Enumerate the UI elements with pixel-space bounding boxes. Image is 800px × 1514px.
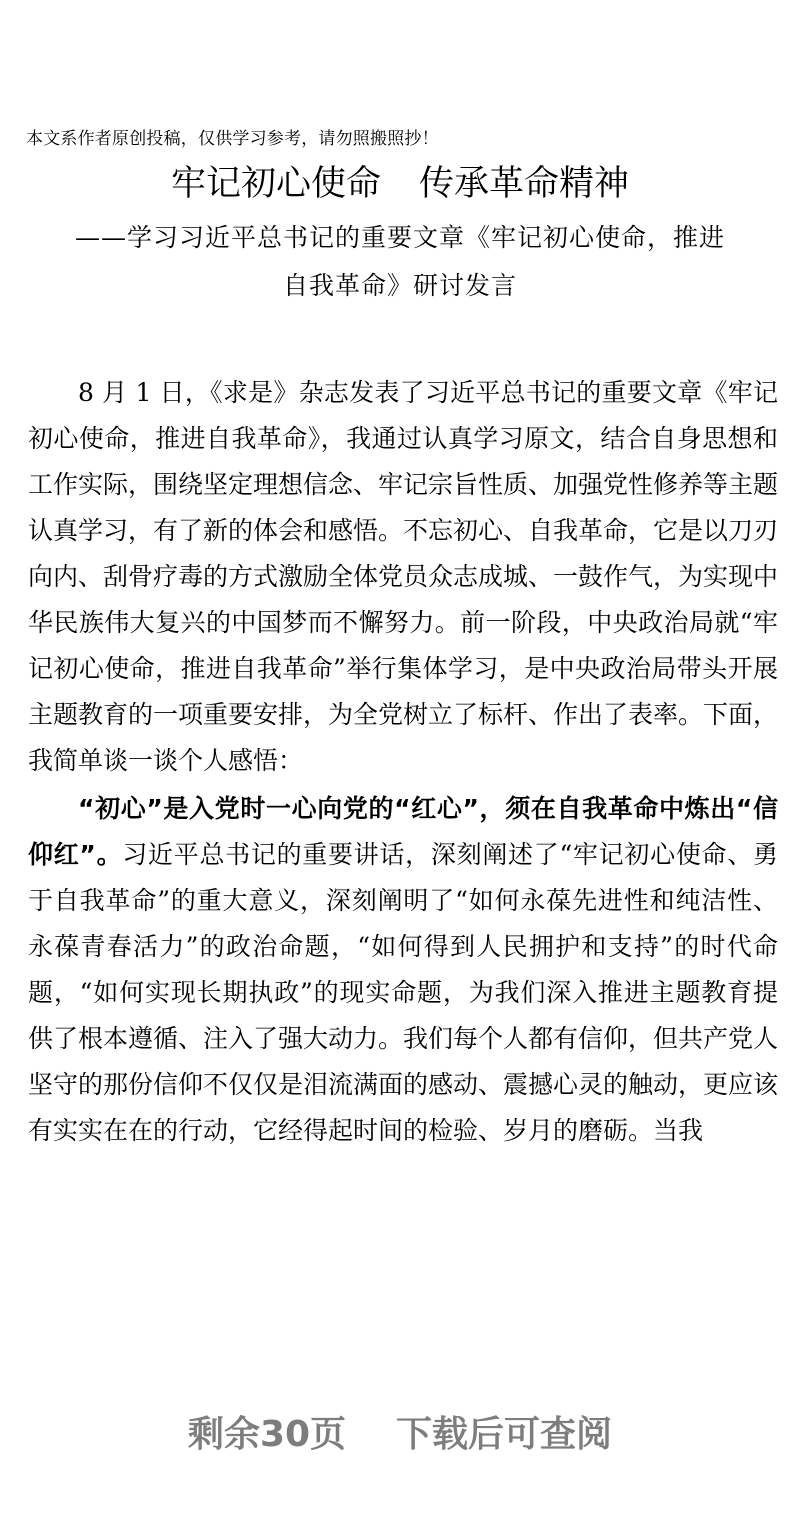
title-part-1: 牢记初心使命 (170, 164, 381, 204)
paragraph-2-heading: “初心”是入党时一心向党的“红心”，须在自我革命中炼出“信仰红”。 (28, 794, 778, 869)
page-title (0, 160, 800, 208)
subtitle-line-1: ——学习习近平总书记的重要文章《牢记初心使命，推进 (74, 223, 725, 252)
author-notice: 本文系作者原创投稿，仅供学习参考，请勿照搬照抄！ (26, 129, 439, 149)
remaining-pages-label: 剩余30页 (187, 1414, 347, 1455)
paragraph-1 (28, 370, 778, 784)
paragraph-2-text: 习近平总书记的重要讲话，深刻阐述了“牢记初心使命、勇于自我革命”的重大意义，深刻阐明了“如何永葆先进性和纯洁性、永葆青春活力”的政治命题，“如何得到人民拥护和支持”的时代命题，“如何实现长期执政”的现实命题，为我们深入推进主题教育提供了根本遵循、注入了强大动力。我们每个人都有信仰，但共产党人坚守的那份信仰不仅仅是泪流满面的感动、震撼心灵的触动，更应该有实实在在的行动，它经得起时间的检验、岁月的磨砺。当我 (28, 840, 779, 1145)
subtitle-line-2: 自我革命》研讨发言 (282, 271, 517, 300)
article-body (28, 370, 778, 1154)
paragraph-1-text: 8 月 1 日，《求是》杂志发表了习近平总书记的重要文章《牢记初心使命，推进自我革命》，我通过认真学习原文，结合自身思想和工作实际，围绕坚定理想信念、牢记宗旨性质、加强党性修养等主题认真学习，有了新的体会和感悟。不忘初心、自我革命，它是以刀刃向内、刮骨疗毒的方式激励全体党员众志成城、一鼓作气，为实现中华民族伟大复兴的中国梦而不懈努力。前一阶段，中央政治局就“牢记初心使命，推进自我革命”举行集体学习，是中央政治局带头开展主题教育的一项重要安排，为全党树立了标杆、作出了表率。下面，我简单谈一谈个人感悟： (28, 378, 779, 775)
download-prompt[interactable] (0, 1410, 800, 1460)
title-part-2: 传承革命精神 (419, 164, 630, 204)
download-to-view-label: 下载后可查阅 (396, 1414, 613, 1455)
paragraph-2 (28, 786, 778, 1154)
